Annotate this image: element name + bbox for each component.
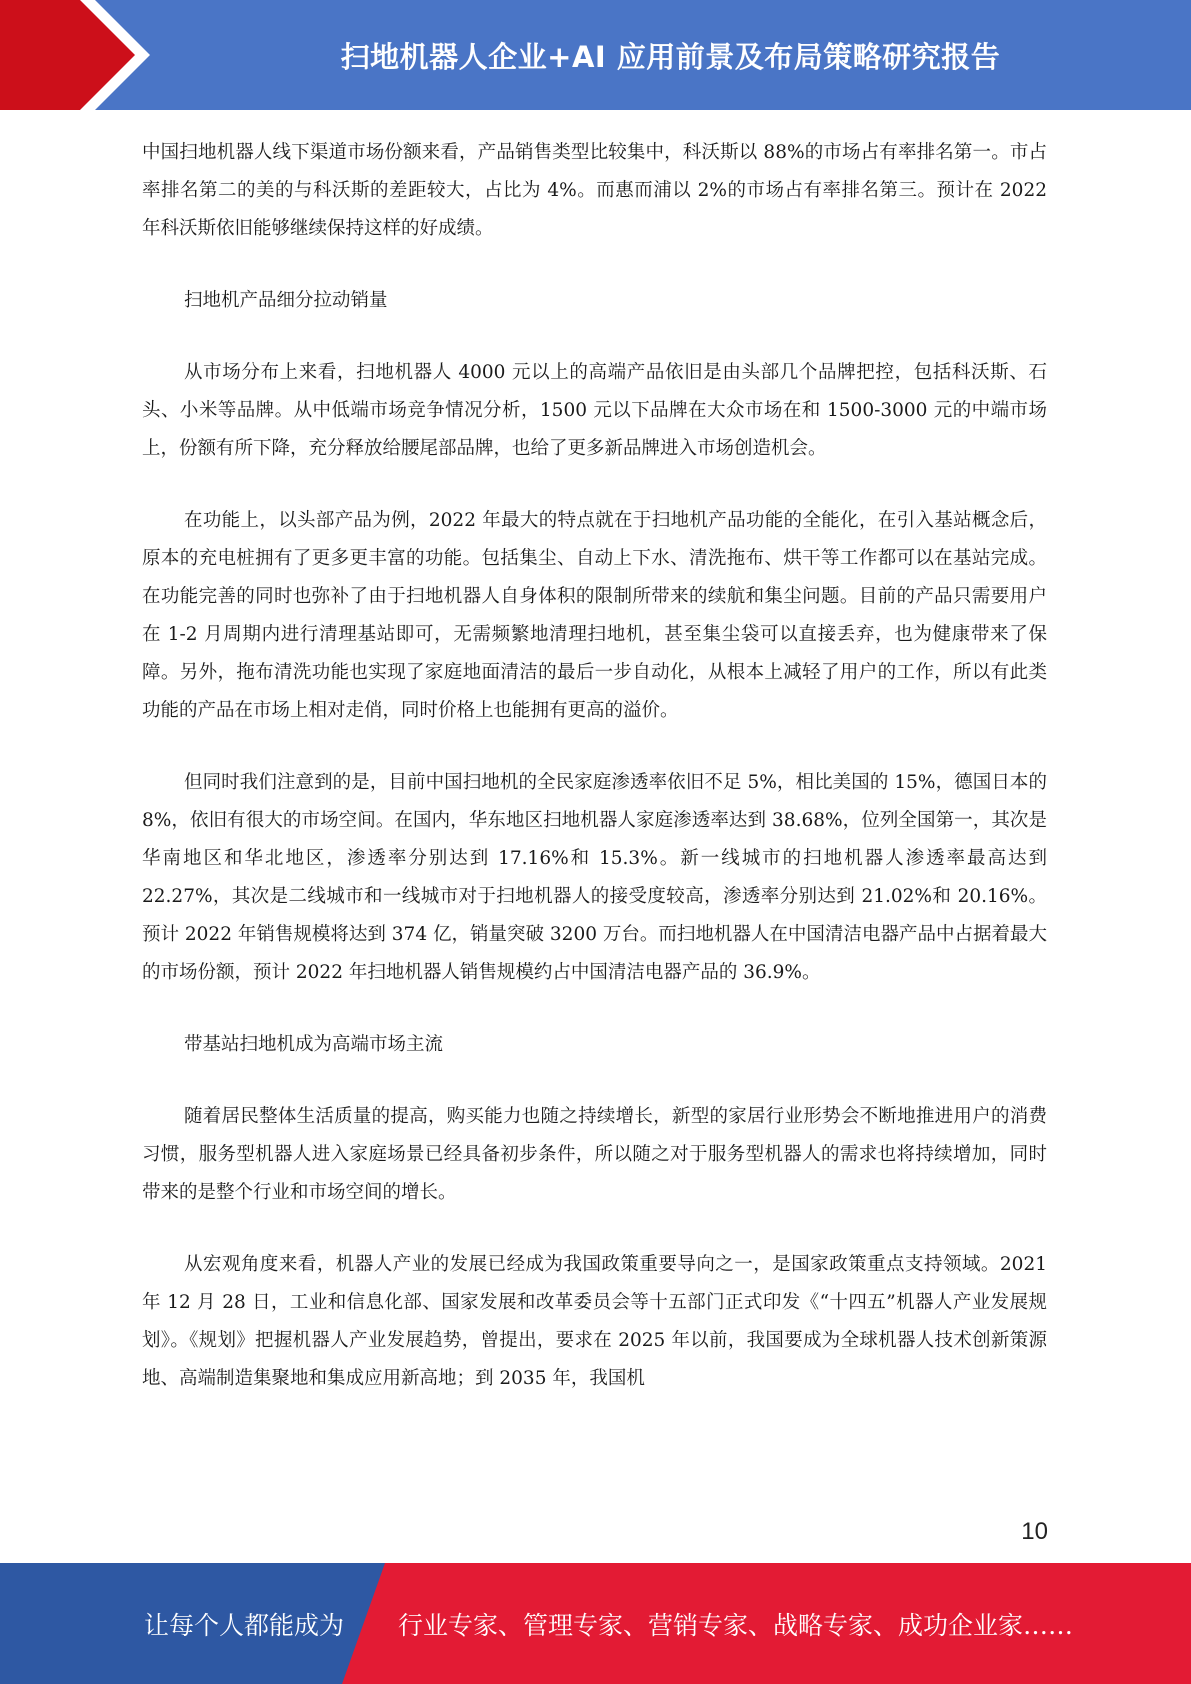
body-text xyxy=(142,134,1047,1432)
paragraph-consumer-demand: 随着居民整体生活质量的提高，购买能力也随之持续增长，新型的家居行业形势会不断地推进用户的消费习惯，服务型机器人进入家庭场景已经具备初步条件，所以随之对于服务型机器人的需求也将持续增加，同时带来的是整个行业和市场空间的增长。 xyxy=(142,1106,1047,1203)
paragraph-functionality: 在功能上，以头部产品为例，2022 年最大的特点就在于扫地机产品功能的全能化，在引入基站概念后，原本的充电桩拥有了更多更丰富的功能。包括集尘、自动上下水、清洗拖布、烘干等工作都可以在基站完成。在功能完善的同时也弥补了由于扫地机器人自身体积的限制所带来的续航和集尘问题。目前的产品只需要用户在 1-2 月周期内进行清理基站即可，无需频繁地清理扫地机，甚至集尘袋可以直接丢弃，也为健康带来了保障。另外，拖布清洗功能也实现了家庭地面清洁的最后一步自动化，从根本上减轻了用户的工作，所以有此类功能的产品在市场上相对走俏，同时价格上也能拥有更高的溢价。 xyxy=(142,510,1047,721)
footer-slogan-left: 让每个人都能成为 xyxy=(144,1610,345,1640)
page-number: 10 xyxy=(1021,1518,1048,1545)
page-footer xyxy=(0,1563,1191,1684)
section-heading-product-segmentation: 扫地机产品细分拉动销量 xyxy=(184,290,388,311)
paragraph-policy: 从宏观角度来看，机器人产业的发展已经成为我国政策重要导向之一，是国家政策重点支持领域。2021 年 12 月 28 日，工业和信息化部、国家发展和改革委员会等十五部门正式印发《“十四五”机器人产业发展规划》。《规划》把握机器人产业发展趋势，曾提出，要求在 2025 年以前，我国要成为全球机器人技术创新策源地、高端制造集聚地和集成应用新高地；到 2035 年，我国机 xyxy=(142,1254,1047,1389)
paragraph-penetration-rate: 但同时我们注意到的是，目前中国扫地机的全民家庭渗透率依旧不足 5%，相比美国的 15%，德国日本的 8%，依旧有很大的市场空间。在国内，华东地区扫地机器人家庭渗透率达到 38.68%，位列全国第一，其次是华南地区和华北地区，渗透率分别达到 17.16%和 15.3%。新一线城市的扫地机器人渗透率最高达到 22.27%，其次是二线城市和一线城市对于扫地机器人的接受度较高，渗透率分别达到 21.02%和 20.16%。预计 2022 年销售规模将达到 374 亿，销量突破 3200 万台。而扫地机器人在中国清洁电器产品中占据着最大的市场份额，预计 2022 年扫地机器人销售规模约占中国清洁电器产品的 36.9%。 xyxy=(142,772,1047,983)
paragraph-market-distribution: 从市场分布上来看，扫地机器人 4000 元以上的高端产品依旧是由头部几个品牌把控，包括科沃斯、石头、小米等品牌。从中低端市场竞争情况分析，1500 元以下品牌在大众市场在和 1500-3000 元的中端市场上，份额有所下降，充分释放给腰尾部品牌，也给了更多新品牌进入市场创造机会。 xyxy=(142,362,1047,459)
report-title: 扫地机器人企业+AI 应用前景及布局策略研究报告 xyxy=(340,39,1001,74)
footer-slogan-right: 行业专家、管理专家、营销专家、战略专家、成功企业家…… xyxy=(398,1610,1074,1640)
section-heading-base-station: 带基站扫地机成为高端市场主流 xyxy=(184,1034,444,1055)
paragraph-market-share: 中国扫地机器人线下渠道市场份额来看，产品销售类型比较集中，科沃斯以 88%的市场占有率排名第一。市占率排名第二的美的与科沃斯的差距较大，占比为 4%。而惠而浦以 2%的市场占有率排名第三。预计在 2022 年科沃斯依旧能够继续保持这样的好成绩。 xyxy=(142,142,1047,239)
header-red-flag-icon xyxy=(0,0,160,110)
page-header xyxy=(0,0,1191,110)
